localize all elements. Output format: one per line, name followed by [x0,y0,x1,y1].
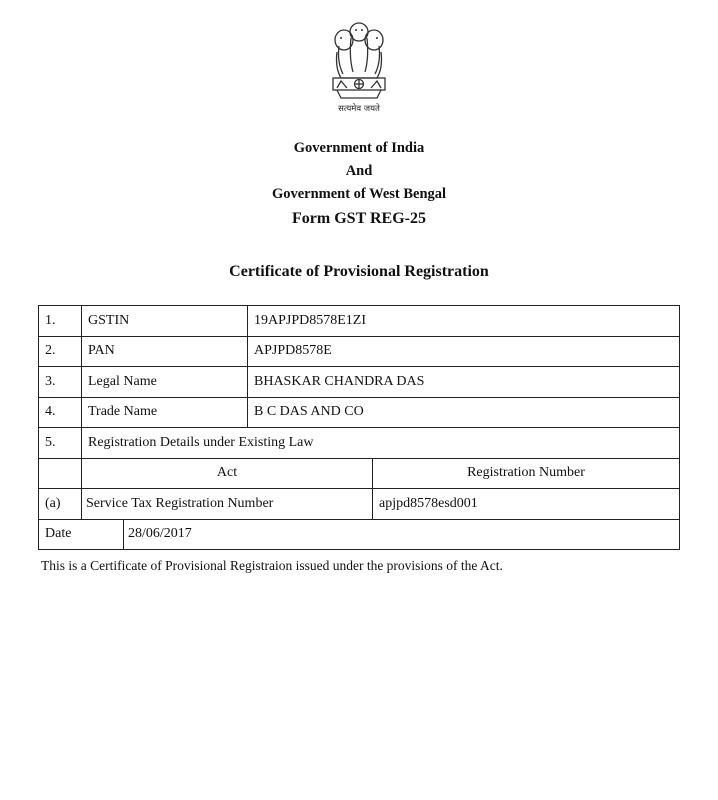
heading-and: And [345,163,373,179]
registration-table [38,305,680,550]
row-number: 5. [39,428,82,459]
field-value-gstin: 19APJPD8578E1ZI [248,306,680,337]
heading-government-of-india: Government of India [293,140,425,156]
field-value-pan: APJPD8578E [248,336,680,367]
table-row [39,519,680,550]
field-label-trade-name: Trade Name [82,397,248,428]
field-value-legal-name: BHASKAR CHANDRA DAS [248,367,680,398]
field-label-gstin: GSTIN [82,306,248,337]
certificate-footer-note: This is a Certificate of Provisional Registraion issued under the provisions of the Act. [41,558,503,573]
emblem-motto: सत्यमेव जयते [338,104,380,114]
row-number: 3. [39,367,82,398]
row-number: 1. [39,306,82,337]
certificate-title: Certificate of Provisional Registration [229,263,489,280]
field-label-legal-name: Legal Name [82,367,248,398]
row-number: 2. [39,336,82,367]
table-row [39,397,680,428]
table-row [39,306,680,337]
table-row [39,428,680,459]
column-header-act: Act [82,458,373,489]
table-row [39,336,680,367]
row-number: 4. [39,397,82,428]
row-number: (a) [39,489,82,520]
existing-law-label: Registration Details under Existing Law [82,428,680,459]
date-label: Date [39,519,124,550]
table-row [39,458,680,489]
blank-cell [39,458,82,489]
registration-number-value: apjpd8578esd001 [373,489,680,520]
field-value-trade-name: B C DAS AND CO [248,397,680,428]
heading-government-of-state: Government of West Bengal [271,186,447,202]
column-header-registration-number: Registration Number [373,458,680,489]
act-name: Service Tax Registration Number [82,489,373,520]
form-title: Form GST REG-25 [292,210,426,227]
field-label-pan: PAN [82,336,248,367]
table-row [39,489,680,520]
date-value: 28/06/2017 [124,519,680,550]
table-row [39,367,680,398]
